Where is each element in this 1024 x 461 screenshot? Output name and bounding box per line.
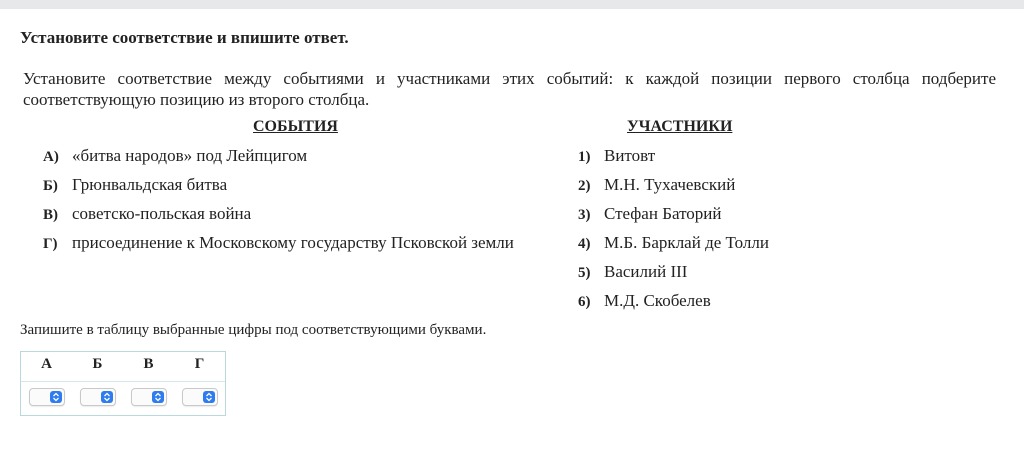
participant-item-2 (578, 174, 735, 196)
select-arrows-icon (152, 391, 164, 403)
event-text: «битва народов» под Лейпцигом (72, 146, 308, 165)
top-strip (0, 0, 1024, 9)
participant-text: Витовт (604, 146, 656, 165)
participant-text: М.Д. Скобелев (604, 291, 711, 310)
answer-column-b: Б (92, 356, 103, 372)
event-item-b (43, 174, 227, 196)
answer-select-a[interactable] (29, 388, 65, 406)
answer-cell-g (174, 388, 225, 410)
answer-cell-b (72, 388, 123, 410)
participant-text: М.Б. Барклай де Толли (604, 233, 769, 252)
participant-text: М.Н. Тухачевский (604, 175, 736, 194)
event-marker: А) (43, 149, 59, 165)
event-text: Грюнвальдская битва (72, 175, 228, 194)
task-heading: Установите соответствие и впишите ответ. (20, 28, 349, 47)
participant-marker: 4) (578, 236, 591, 252)
event-item-v (43, 203, 251, 225)
participant-marker: 2) (578, 178, 591, 194)
participants-column-header: УЧАСТНИКИ (627, 118, 733, 135)
event-item-a (43, 145, 307, 167)
participant-marker: 1) (578, 149, 591, 165)
event-marker: Г) (43, 236, 58, 252)
event-item-g (43, 232, 514, 254)
select-arrows-icon (50, 391, 62, 403)
answer-select-v[interactable] (131, 388, 167, 406)
answer-cell-v (123, 388, 174, 410)
participant-marker: 6) (578, 294, 591, 310)
participant-item-4 (578, 232, 769, 254)
event-marker: Б) (43, 178, 58, 194)
answer-column-g: Г (194, 356, 205, 372)
events-column-header: СОБЫТИЯ (253, 118, 338, 135)
participant-marker: 5) (578, 265, 591, 281)
participant-marker: 3) (578, 207, 591, 223)
answer-select-b[interactable] (80, 388, 116, 406)
select-arrows-icon (203, 391, 215, 403)
participant-item-1 (578, 145, 655, 167)
answer-column-v: В (143, 356, 154, 372)
task-instruction: Установите соответствие между событиями и участниками этих событий: к каждой позиции первого столбца подберите соответствующую позицию из второго столбца. (23, 69, 996, 109)
answer-select-g[interactable] (182, 388, 218, 406)
event-marker: В) (43, 207, 58, 223)
participant-item-3 (578, 203, 721, 225)
answer-instruction: Запишите в таблицу выбранные цифры под соответствующими буквами. (20, 322, 487, 338)
participant-item-5 (578, 261, 687, 283)
participant-item-6 (578, 290, 711, 312)
event-text: советско-польская война (72, 204, 252, 223)
answer-cell-a (21, 388, 72, 410)
answer-table (20, 351, 226, 416)
answer-column-a: А (41, 356, 52, 372)
event-text: присоединение к Московскому государству Псковской земли (72, 233, 514, 252)
participant-text: Стефан Баторий (604, 204, 722, 223)
table-divider (21, 381, 225, 382)
select-arrows-icon (101, 391, 113, 403)
participant-text: Василий III (604, 262, 688, 281)
